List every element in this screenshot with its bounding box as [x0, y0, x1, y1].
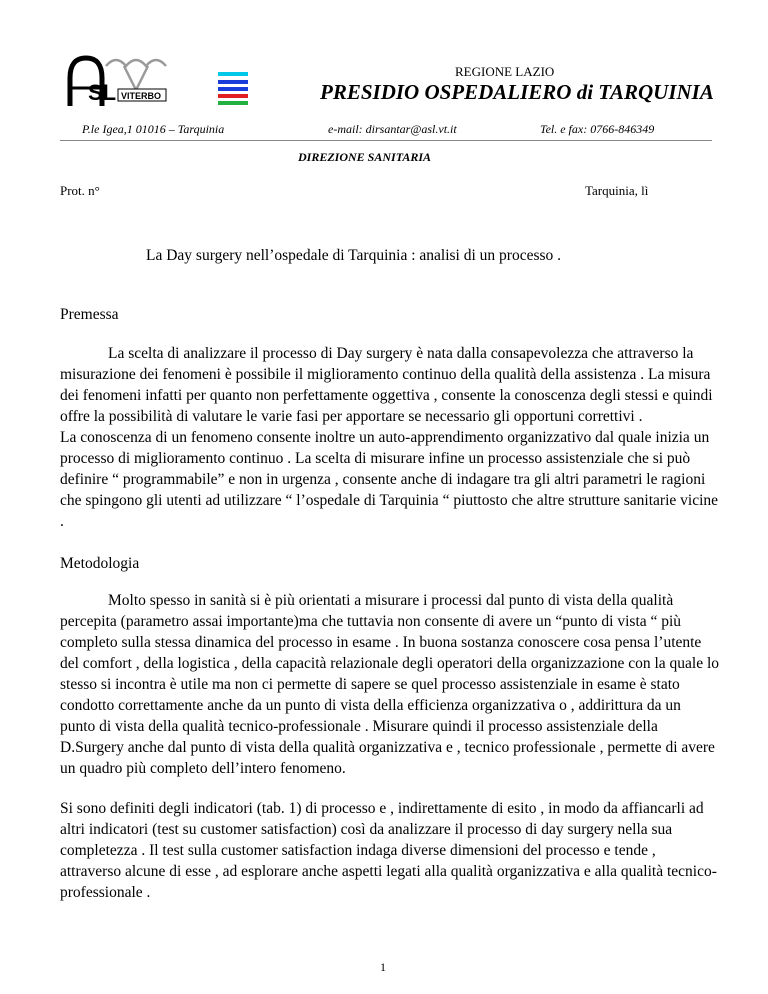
address: P.le Igea,1 01016 – Tarquinia	[82, 122, 225, 136]
place-date: Tarquinia, lì	[585, 183, 649, 198]
paragraph: La conoscenza di un fenomeno consente inoltre un auto-apprendimento organizzativo dal quale inizia un processo di miglioramento continuo . La scelta di misurare infine un processo assistenziale che si può definire “ programmabile” e non in urgenza , consente anche di indagare tra gli altri parametri le ragioni che spingono gli utenti ad utilizzare “ l’ospedale di Tarquinia “ piuttosto che altre strutture sanitarie vicine .	[60, 429, 719, 530]
section-heading-metodologia: Metodologia	[60, 555, 140, 572]
paragraph: Si sono definiti degli indicatori (tab. 1) di processo e , indirettamente di esito , in modo da affiancarli ad altri indicatori (test su customer satisfaction) così da analizzare il processo di day surgery nella sua completezza . Il test sulla customer satisfaction indaga diverse dimensioni del processo e tende , attraverso alcune di esse , ad esplorare anche aspetti legati alla qualità organizzativa e alla qualità tecnico-professionale .	[60, 800, 717, 901]
hospital-name: PRESIDIO OSPEDALIERO di TARQUINIA	[320, 80, 714, 104]
page-number: 1	[380, 960, 386, 974]
section-premessa-body	[60, 343, 720, 532]
document-title: La Day surgery nell’ospedale di Tarquinia : analisi di un processo .	[146, 247, 562, 264]
svg-text:VITERBO: VITERBO	[121, 91, 162, 101]
paragraph: La scelta di analizzare il processo di Day surgery è nata dalla consapevolezza che attraverso la misurazione dei fenomeni è possibile il miglioramento continuo della qualità della assistenza . La misura dei fenomeni infatti per quanto non perfettamente oggettiva , consente la conoscenza degli stessi e quindi offre la possibilità di valutare le varie fasi per apportare se necessario gli opportuni correttivi .	[60, 345, 713, 425]
svg-text:SL: SL	[88, 80, 117, 105]
email: e-mail: dirsantar@asl.vt.it	[328, 122, 457, 136]
section-heading-premessa: Premessa	[60, 306, 119, 323]
protocol-number: Prot. n°	[60, 183, 100, 198]
header-divider	[60, 140, 712, 141]
asl-viterbo-logo	[66, 52, 254, 110]
phone-fax: Tel. e fax: 0766-846349	[540, 122, 655, 136]
section-metodologia-body-2	[60, 798, 720, 903]
paragraph: Molto spesso in sanità si è più orientati a misurare i processi dal punto di vista della qualità percepita (parametro assai importante)ma che tuttavia non consente di avere un “punto di vista “ più completo sulla stessa dinamica del processo in esame . In buona sostanza conoscere cosa pensa l’utente del comfort , della logistica , della capacità relazionale degli operatori della organizzazione con la quale lo stesso si incontra è utile ma non ci permette di sapere se quel processo assistenziale in esame è stato condotto correttamente anche da un punto di vista della efficienza organizzativa o , addirittura da un punto di vista della qualità tecnico-professionale . Misurare quindi il processo assistenziale della D.Surgery anche dal punto di vista della qualità organizzativa e , tecnico professionale , permette di avere un quadro più completo dell’intero fenomeno.	[60, 592, 720, 777]
region-label: REGIONE LAZIO	[455, 64, 555, 79]
department-label: DIREZIONE SANITARIA	[298, 150, 432, 164]
section-metodologia-body	[60, 590, 720, 779]
